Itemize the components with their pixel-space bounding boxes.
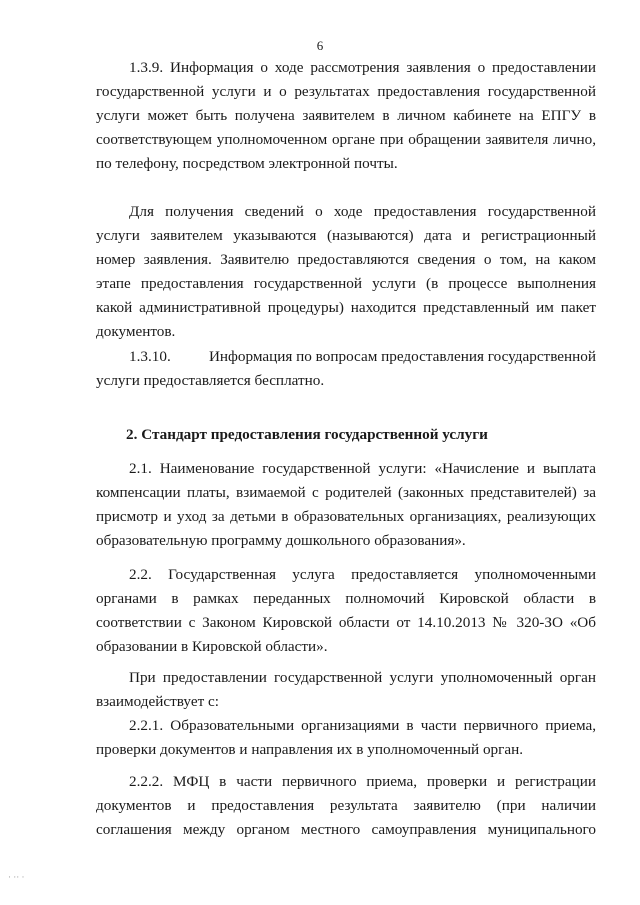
page-number: 6: [316, 38, 324, 53]
paragraph-2-1: 2.1. Наименование государственной услуги: «Начисление и выплата компенсации платы, взимаемой с родителей (законных представителей) за присмотр и уход за детьми в образовательных организациях, реализующих образовательную программу дошкольного образования».: [96, 460, 596, 549]
paragraph-1-3-10: 1.3.10. Информация по вопросам предоставления государственной услуги предоставляется бесплатно.: [96, 348, 600, 389]
paragraph-2-2: 2.2. Государственная услуга предоставляется уполномоченными органами в рамках переданных полномочий Кировской области в соответствии с Законом Кировской области от 14.10.2013 № 320-ЗО «Об образовании в Кировской области».: [96, 566, 596, 655]
scan-artifact-mark: · ·· ·: [8, 872, 25, 882]
paragraph-1-3-9: 1.3.9. Информация о ходе рассмотрения заявления о предоставлении государственной услуги и о результатах предоставления государственной услуги может быть получена заявителем в личном кабинете на ЕПГУ в соответствующем уполномоченном органе при обращении заявителя лично, по телефону, посредством электронной почты.: [96, 59, 596, 172]
paragraph-interaction: При предоставлении государственной услуги уполномоченный орган взаимодействует с:: [96, 669, 596, 710]
paragraph-2-2-1: 2.2.1. Образовательными организациями в части первичного приема, проверки документов и направления их в уполномоченный орган.: [96, 717, 596, 758]
paragraph-status-info: Для получения сведений о ходе предоставления государственной услуги заявителем указываются (называются) дата и регистрационный номер заявления. Заявителю предоставляются сведения о том, на каком этапе предоставления государственной услуги (в процессе выполнения какой административной процедуры) находится представленный им пакет документов.: [96, 203, 596, 340]
paragraph-2-2-2: 2.2.2. МФЦ в части первичного приема, проверки и регистрации документов и предоставления результата заявителю (при наличии соглашения между органом местного самоуправления муниципального: [96, 773, 596, 838]
section-heading: 2. Стандарт предоставления государственной услуги: [126, 426, 488, 443]
